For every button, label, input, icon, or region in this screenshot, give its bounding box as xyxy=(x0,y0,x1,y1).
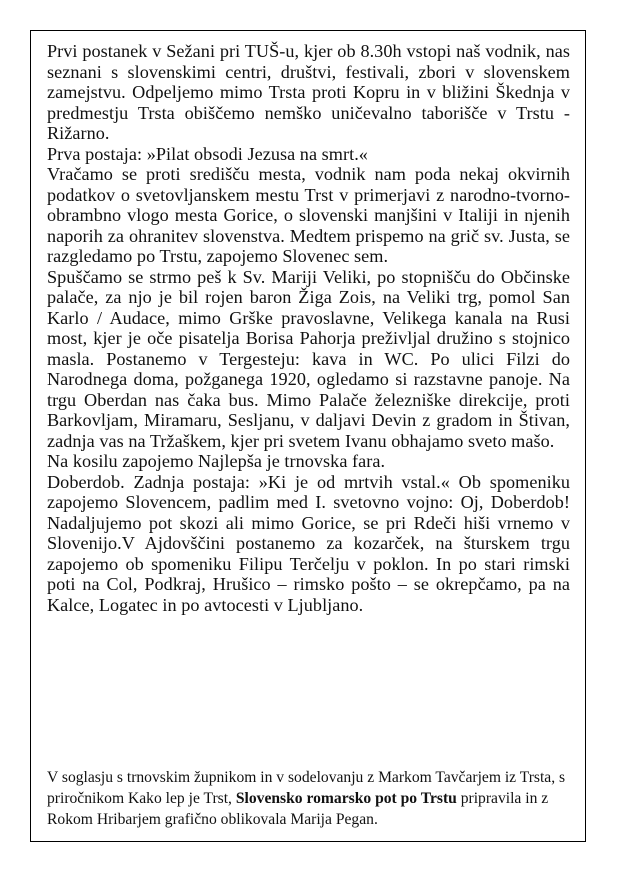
paragraph-first-station: Prva postaja: »Pilat obsodi Jezusa na smrt.« xyxy=(47,143,368,164)
credits-text-start: V soglasju s trnovskim župnikom in v sodelovanju z Markom Tavčarjem iz Trsta, s priročnikom Kako lep je Trst, xyxy=(47,769,566,807)
paragraph-doberdob: Doberdob. Zadnja postaja: »Ki je od mrtvih vstal.« Ob spomeniku zapojemo Slovencem, padlim med I. svetovno vojno: Oj, Doberdob! Nadaljujemo pot skozi ali mimo Gorice, se pri Rdeči hiši vrnemo v Slovenijo.V Ajdovščini postanemo za kozarček, na šturskem trgu zapojemo ob spomeniku Filipu Terčelju v poklon. In po stari rimski poti na Col, Podkraj, Hrušico – rimsko pošto – se okrepčamo, pa na Kalce, Logatec in po avtocesti v Ljubljano. xyxy=(47,471,570,615)
paragraph-first-stop: Prvi postanek v Sežani pri TUŠ-u, kjer ob 8.30h vstopi naš vodnik, nas seznani s slovenskimi centri, društvi, festivali, zbori v slovenskem zamejstvu. Odpeljemo mimo Trsta proti Kopru in v bližini Škednja v predmestju Trsta obiščemo nemško uničevalno taborišče v Trstu - Rižarno. xyxy=(47,41,570,143)
paragraph-walk-down: Spuščamo se strmo peš k Sv. Mariji Veliki, po stopnišču do Občinske palače, za njo je bil rojen baron Žiga Zois, na Veliki trg, pomol San Karlo / Audace, mimo Grške pravoslavne, Velikega kanala na Rusi most, kjer je oče pisatelja Borisa Pahorja preživljal družino s stojnico masla. Postanemo v Tergesteju: kava in WC. Po ulici Filzi do Narodnega doma, požganega 1920, ogledamo si razstavne panoje. Na trgu Oberdan nas čaka bus. Mimo Palače železniške direkcije, proti Barkovljam, Miramaru, Sesljanu, v daljavi Devin z gradom in Štivan, zadnja vas na Tržaškem, kjer pri svetem Ivanu obhajamo sveto mašo. xyxy=(47,266,570,451)
credits-text-end: pripravila in z Rokom Hribarjem grafično oblikovala Marija Pegan. xyxy=(47,790,549,828)
itinerary-text xyxy=(47,41,570,615)
credits-bold-title: Slovensko romarsko pot po Trstu xyxy=(235,790,457,807)
paragraph-city-center: Vračamo se proti središču mesta, vodnik nam poda nekaj okvirnih podatkov o svetovljanskem mestu Trst v primerjavi z narodno-tvorno-obrambno vlogo mesta Gorice, o slovenski manjšini v Italiji in njenih naporih za ohranitev slovenstva. Medtem prispemo na grič sv. Justa, se razgledamo po Trstu, zapojemo Slovenec sem. xyxy=(47,164,570,266)
paragraph-lunch: Na kosilu zapojemo Najlepša je trnovska fara. xyxy=(47,451,386,471)
credits-footer xyxy=(47,767,570,830)
